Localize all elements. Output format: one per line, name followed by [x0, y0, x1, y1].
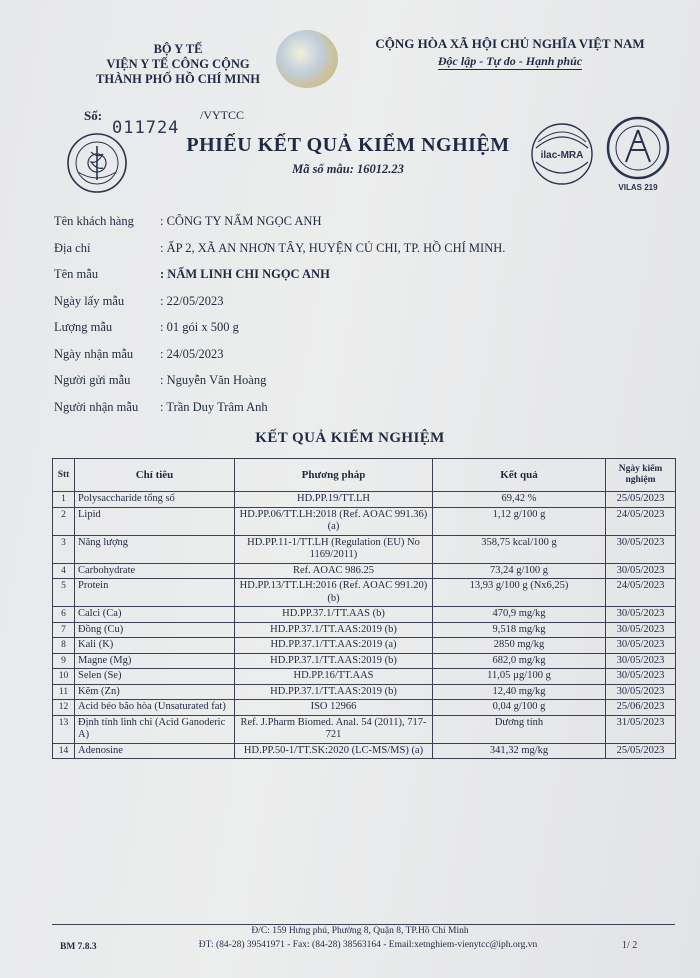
cell-stt: 5	[53, 579, 75, 607]
national-header	[360, 36, 660, 69]
cell-stt: 12	[53, 700, 75, 716]
cell-stt: 2	[53, 507, 75, 535]
cell-chi-tieu: Acid béo bão hòa (Unsaturated fat)	[75, 700, 235, 716]
info-label: Ngày lấy mẫu	[54, 293, 125, 308]
cell-chi-tieu: Carbohydrate	[75, 563, 235, 579]
table-row	[53, 743, 676, 759]
ilac-label: ilac-MRA	[540, 150, 584, 161]
cell-chi-tieu: Calci (Ca)	[75, 607, 235, 623]
cell-phuong-phap: ISO 12966	[235, 700, 433, 716]
info-label: Tên mẫu	[54, 267, 99, 281]
nation-name: CỘNG HÒA XÃ HỘI CHỦ NGHĨA VIỆT NAM	[375, 36, 645, 51]
info-value: : 24/05/2023	[160, 346, 224, 361]
cell-phuong-phap: HD.PP.19/TT.LH	[235, 492, 433, 508]
cell-phuong-phap: HD.PP.37.1/TT.AAS (b)	[235, 607, 433, 623]
cell-ket-qua: 2850 mg/kg	[433, 638, 606, 654]
cell-chi-tieu: Lipid	[75, 507, 235, 535]
org-institute: VIỆN Y TẾ CÔNG CỘNG	[106, 57, 250, 71]
info-value: : CÔNG TY NẤM NGỌC ANH	[160, 214, 322, 228]
info-label: Lượng mẫu	[54, 320, 113, 334]
document-number-label: Số:	[84, 108, 103, 123]
table-row	[53, 579, 676, 607]
ilac-mra-seal-icon	[530, 122, 594, 186]
cell-chi-tieu: Định tính linh chi (Acid Ganoderic A)	[75, 715, 235, 743]
table-row	[53, 669, 676, 685]
cell-chi-tieu: Đồng (Cu)	[75, 622, 235, 638]
cell-stt: 11	[53, 684, 75, 700]
info-label: Tên khách hàng	[54, 214, 134, 228]
cell-phuong-phap: HD.PP.37.1/TT.AAS:2019 (b)	[235, 653, 433, 669]
cell-stt: 14	[53, 743, 75, 759]
footer-address: Đ/C: 159 Hưng phú, Phường 8, Quận 8, TP.Hồ Chí Minh	[251, 926, 469, 936]
document-number: 011724	[112, 118, 180, 138]
cell-phuong-phap: HD.PP.37.1/TT.AAS:2019 (a)	[235, 638, 433, 654]
cell-stt: 9	[53, 653, 75, 669]
cell-stt: 10	[53, 669, 75, 685]
cell-ket-qua: 73,24 g/100 g	[433, 563, 606, 579]
info-row	[54, 373, 614, 400]
org-ministry: BỘ Y TẾ	[153, 42, 203, 56]
cell-ngay: 25/05/2023	[606, 492, 676, 508]
cell-ngay: 30/05/2023	[606, 563, 676, 579]
cell-ngay: 24/05/2023	[606, 579, 676, 607]
table-row	[53, 563, 676, 579]
table-row	[53, 700, 676, 716]
footer-divider	[52, 924, 675, 925]
info-label: Ngày nhận mẫu	[54, 346, 134, 361]
info-row	[54, 400, 614, 427]
header-ket-qua: Kết quả	[433, 459, 606, 492]
cell-ket-qua: 682,0 mg/kg	[433, 653, 606, 669]
table-row	[53, 638, 676, 654]
cell-stt: 7	[53, 622, 75, 638]
cell-stt: 3	[53, 535, 75, 563]
cell-phuong-phap: Ref. J.Pharm Biomed. Anal. 54 (2011), 717-721	[235, 715, 433, 743]
table-row	[53, 507, 676, 535]
info-row	[54, 241, 614, 268]
cell-ngay: 30/05/2023	[606, 684, 676, 700]
cell-ket-qua: Dương tính	[433, 715, 606, 743]
cell-ngay: 30/05/2023	[606, 653, 676, 669]
cell-chi-tieu: Kali (K)	[75, 638, 235, 654]
info-row	[54, 347, 614, 374]
institute-seal-icon	[66, 132, 128, 194]
cell-chi-tieu: Kẽm (Zn)	[75, 684, 235, 700]
cell-ngay: 24/05/2023	[606, 507, 676, 535]
cell-phuong-phap: HD.PP.37.1/TT.AAS:2019 (b)	[235, 622, 433, 638]
table-row	[53, 684, 676, 700]
cell-ngay: 30/05/2023	[606, 622, 676, 638]
cell-phuong-phap: HD.PP.50-1/TT.SK:2020 (LC-MS/MS) (a)	[235, 743, 433, 759]
cell-ngay: 30/05/2023	[606, 607, 676, 623]
info-label: Người gửi mẫu	[54, 373, 131, 387]
cell-ngay: 30/05/2023	[606, 638, 676, 654]
table-row	[53, 715, 676, 743]
footer-contact: ĐT: (84-28) 39541971 - Fax: (84-28) 38563164 - Email:xetnghiem-vienytcc@iph.org.vn	[198, 940, 538, 950]
cell-chi-tieu: Adenosine	[75, 743, 235, 759]
cell-stt: 13	[53, 715, 75, 743]
cell-ket-qua: 0,04 g/100 g	[433, 700, 606, 716]
vilas-accreditation-seal-icon	[604, 116, 672, 194]
info-value: : 22/05/2023	[160, 293, 224, 308]
cell-phuong-phap: HD.PP.16/TT.AAS	[235, 669, 433, 685]
cell-phuong-phap: HD.PP.13/TT.LH:2016 (Ref. AOAC 991.20) (b)	[235, 579, 433, 607]
cell-ngay: 25/06/2023	[606, 700, 676, 716]
cell-chi-tieu: Magne (Mg)	[75, 653, 235, 669]
info-label: Địa chỉ	[54, 240, 91, 255]
cell-phuong-phap: HD.PP.11-1/TT.LH (Regulation (EU) No 1169/2011)	[235, 535, 433, 563]
cell-ket-qua: 12,40 mg/kg	[433, 684, 606, 700]
cell-stt: 1	[53, 492, 75, 508]
table-row	[53, 653, 676, 669]
info-label: Người nhận mẫu	[54, 399, 139, 414]
info-row	[54, 214, 614, 241]
info-value: : Trần Duy Trâm Anh	[160, 399, 268, 414]
sample-info	[54, 214, 614, 426]
cell-ket-qua: 11,05 µg/100 g	[433, 669, 606, 685]
page-number: 1/ 2	[622, 940, 638, 951]
cell-phuong-phap: Ref. AOAC 986.25	[235, 563, 433, 579]
cell-ngay: 25/05/2023	[606, 743, 676, 759]
nation-motto: Độc lập - Tự do - Hạnh phúc	[437, 54, 583, 68]
cell-ngay: 30/05/2023	[606, 669, 676, 685]
info-row	[54, 294, 614, 321]
header-chi-tieu: Chỉ tiêu	[75, 459, 235, 492]
cell-ket-qua: 1,12 g/100 g	[433, 507, 606, 535]
cell-ngay: 30/05/2023	[606, 535, 676, 563]
sample-code: Mã số mẫu: 16012.23	[292, 162, 404, 176]
info-value: : ẤP 2, XÃ AN NHƠN TÂY, HUYỆN CỦ CHI, TP. HỒ CHÍ MINH.	[160, 240, 506, 255]
cell-chi-tieu: Selen (Se)	[75, 669, 235, 685]
header-stt: Stt	[53, 459, 75, 492]
table-header-row	[53, 459, 676, 492]
info-value: : 01 gói x 500 g	[160, 320, 239, 334]
cell-chi-tieu: Năng lượng	[75, 535, 235, 563]
cell-ket-qua: 69,42 %	[433, 492, 606, 508]
hologram-stamp-icon	[276, 30, 338, 88]
issuing-organization	[78, 42, 278, 87]
cell-chi-tieu: Polysaccharide tổng số	[75, 492, 235, 508]
table-row	[53, 607, 676, 623]
cell-stt: 8	[53, 638, 75, 654]
table-row	[53, 492, 676, 508]
cell-ngay: 31/05/2023	[606, 715, 676, 743]
header-phuong-phap: Phương pháp	[235, 459, 433, 492]
header-ngay-kiem-nghiem: Ngày kiểm nghiệm	[606, 459, 676, 492]
cell-ket-qua: 13,93 g/100 g (Nx6,25)	[433, 579, 606, 607]
table-row	[53, 535, 676, 563]
cell-phuong-phap: HD.PP.37.1/TT.AAS:2019 (b)	[235, 684, 433, 700]
document-title: PHIẾU KẾT QUẢ KIỂM NGHIỆM	[186, 134, 510, 156]
cell-ket-qua: 9,518 mg/kg	[433, 622, 606, 638]
results-table	[52, 458, 676, 759]
info-value: : Nguyễn Văn Hoàng	[160, 373, 267, 387]
cell-phuong-phap: HD.PP.06/TT.LH:2018 (Ref. AOAC 991.36) (a)	[235, 507, 433, 535]
cell-ket-qua: 358,75 kcal/100 g	[433, 535, 606, 563]
form-code: BM 7.8.3	[60, 942, 97, 952]
results-title: KẾT QUẢ KIỂM NGHIỆM	[255, 430, 445, 446]
info-value: : NẤM LINH CHI NGỌC ANH	[160, 267, 330, 281]
cell-stt: 6	[53, 607, 75, 623]
vilas-label: VILAS 219	[618, 183, 658, 192]
org-city: THÀNH PHỐ HỒ CHÍ MINH	[96, 72, 260, 86]
cell-stt: 4	[53, 563, 75, 579]
cell-ket-qua: 341,32 mg/kg	[433, 743, 606, 759]
cell-ket-qua: 470,9 mg/kg	[433, 607, 606, 623]
info-row	[54, 267, 614, 294]
document-number-suffix: /VYTCC	[200, 108, 245, 122]
table-row	[53, 622, 676, 638]
cell-chi-tieu: Protein	[75, 579, 235, 607]
info-row	[54, 320, 614, 347]
